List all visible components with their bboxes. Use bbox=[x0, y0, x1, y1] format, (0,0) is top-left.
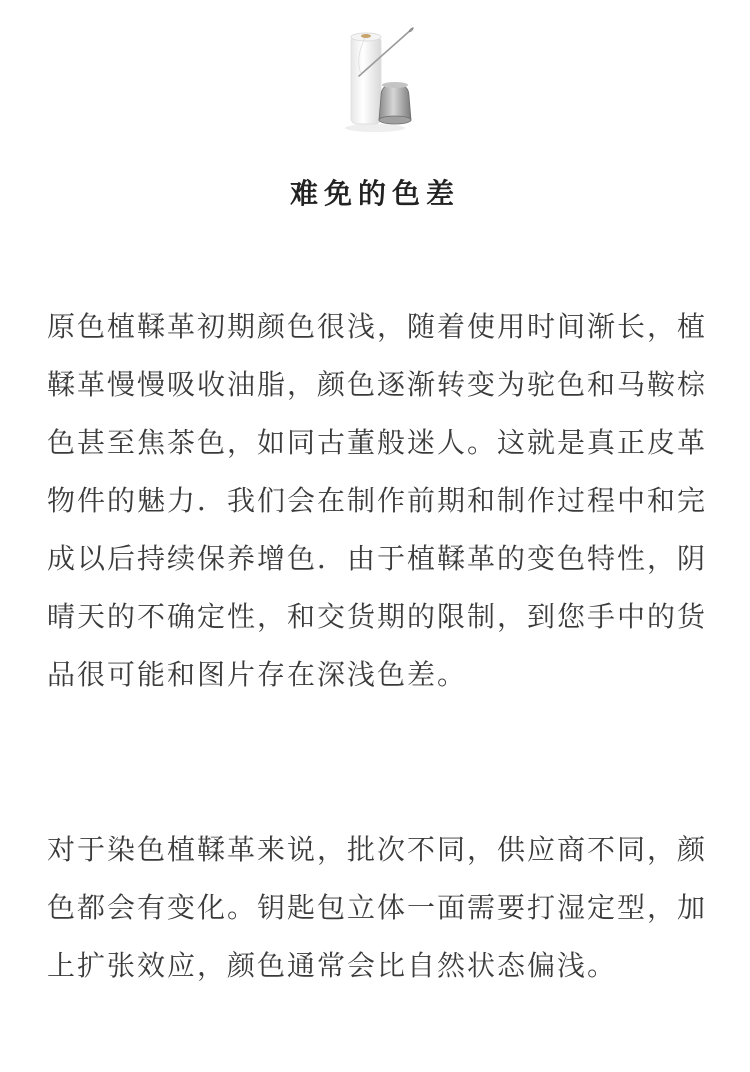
hero-image bbox=[0, 0, 750, 150]
thread-spool-needle-thimble-icon bbox=[325, 18, 425, 138]
section-title: 难免的色差 bbox=[289, 177, 460, 210]
paragraph-dyed-leather bbox=[47, 821, 707, 995]
paragraph-color-change bbox=[47, 298, 707, 704]
paragraph-text: 对于染色植鞣革来说，批次不同，供应商不同，颜色都会有变化。钥匙包立体一面需要打湿定型，加上扩张效应，颜色通常会比自然状态偏浅。 bbox=[47, 833, 708, 982]
paragraph-text: 原色植鞣革初期颜色很浅，随着使用时间渐长，植鞣革慢慢吸收油脂，颜色逐渐转变为驼色和马鞍棕色甚至焦茶色，如同古董般迷人。这就是真正皮革物件的魅力．我们会在制作前期和制作过程中和完成以后持续保养增色．由于植鞣革的变色特性，阴晴天的不确定性，和交货期的限制，到您手中的货品很可能和图片存在深浅色差。 bbox=[47, 310, 708, 691]
